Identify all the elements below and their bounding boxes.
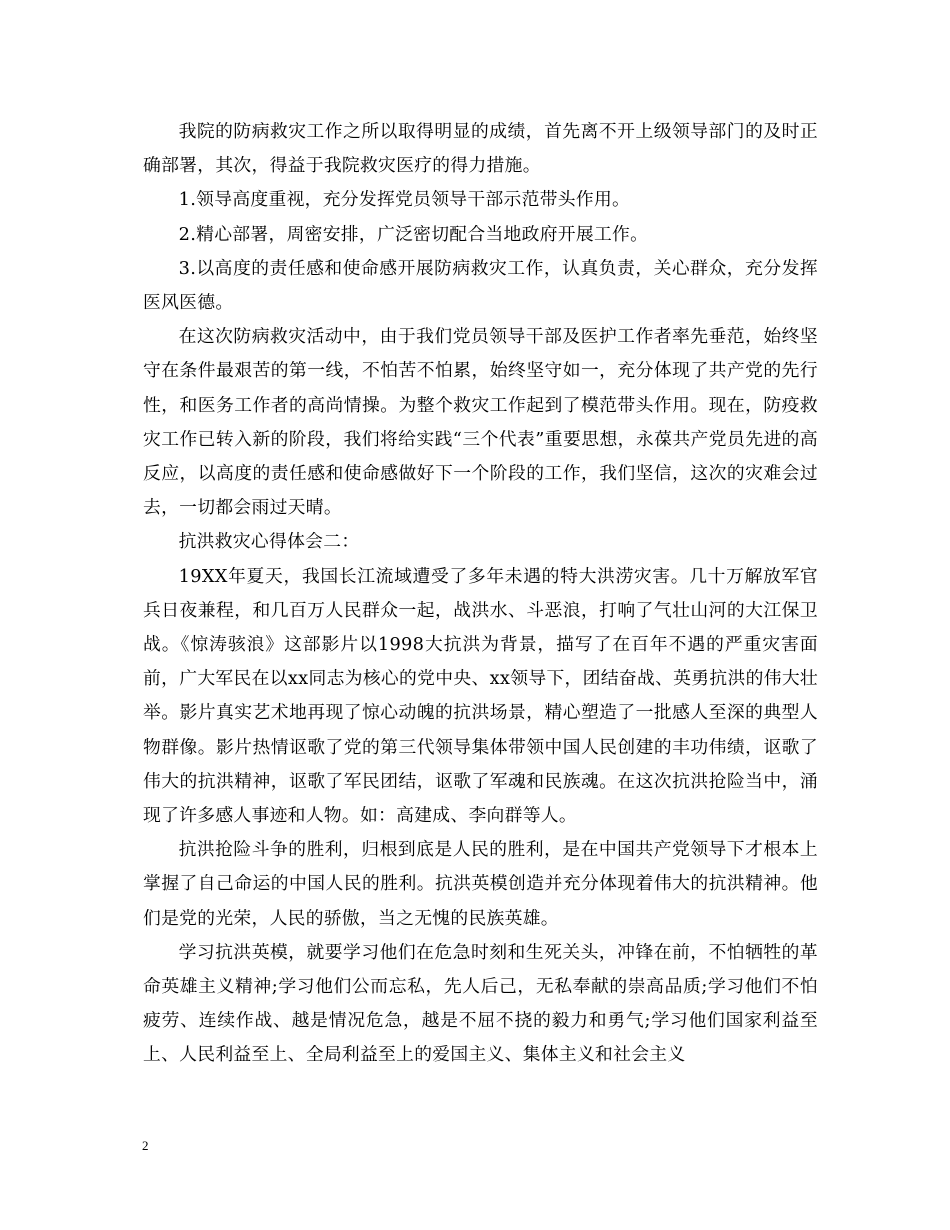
page-number: 2 <box>142 1138 149 1153</box>
paragraph-9: 学习抗洪英模，就要学习他们在危急时刻和生死关头，冲锋在前，不怕牺牲的革命英雄主义精神;学习他们公而忘私，先人后己，无私奉献的崇高品质;学习他们不怕疲劳、连续作战、越是情况危急，越是不屈不挠的毅力和勇气;学习他们国家利益至上、人民利益至上、全局利益至上的爱国主义、集体主义和社会主义 <box>143 941 818 1066</box>
paragraph-8: 抗洪抢险斗争的胜利，归根到底是人民的胜利，是在中国共产党领导下才根本上掌握了自己命运的中国人民的胜利。抗洪英模创造并充分体现着伟大的抗洪精神。他们是党的光荣，人民的骄傲，当之无愧的民族英雄。 <box>143 839 818 929</box>
paragraph-4: 3.以高度的责任感和使命感开展防病救灾工作，认真负责，关心群众，充分发挥医风医德。 <box>143 257 818 314</box>
section-heading: 抗洪救灾心得体会二： <box>178 531 360 553</box>
paragraph-5: 在这次防病救灾活动中，由于我们党员领导干部及医护工作者率先垂范，始终坚守在条件最艰苦的第一线，不怕苦不怕累，始终坚守如一，充分体现了共产党的先行性，和医务工作者的高尚情操。为整个救灾工作起到了模范带头作用。现在，防疫救灾工作已转入新的阶段，我们将给实践“三个代表”重要思想，永葆共产党员先进的高反应，以高度的责任感和使命感做好下一个阶段的工作，我们坚信，这次的灾难会过去，一切都会雨过天晴。 <box>143 326 818 519</box>
paragraph-2: 1.领导高度重视，充分发挥党员领导干部示范带头作用。 <box>178 189 631 211</box>
document-body <box>143 115 818 1073</box>
paragraph-1: 我院的防病救灾工作之所以取得明显的成绩，首先离不开上级领导部门的及时正确部署，其次，得益于我院救灾医疗的得力措施。 <box>143 121 818 177</box>
paragraph-3: 2.精心部署，周密安排，广泛密切配合当地政府开展工作。 <box>178 223 649 245</box>
paragraph-7: 19XX年夏天，我国长江流域遭受了多年未遇的特大洪涝灾害。几十万解放军官兵日夜兼程，和几百万人民群众一起，战洪水、斗恶浪，打响了气壮山河的大江保卫战。《惊涛骇浪》这部影片以1998大抗洪为背景，描写了在百年不遇的严重灾害面前，广大军民在以xx同志为核心的党中央、xx领导下，团结奋战、英勇抗洪的伟大壮举。影片真实艺术地再现了惊心动魄的抗洪场景，精心塑造了一批感人至深的典型人物群像。影片热情讴歌了党的第三代领导集体带领中国人民创建的丰功伟绩，讴歌了伟大的抗洪精神，讴歌了军民团结，讴歌了军魂和民族魂。在这次抗洪抢险当中，涌现了许多感人事迹和人物。如：高建成、李向群等人。 <box>143 565 818 827</box>
